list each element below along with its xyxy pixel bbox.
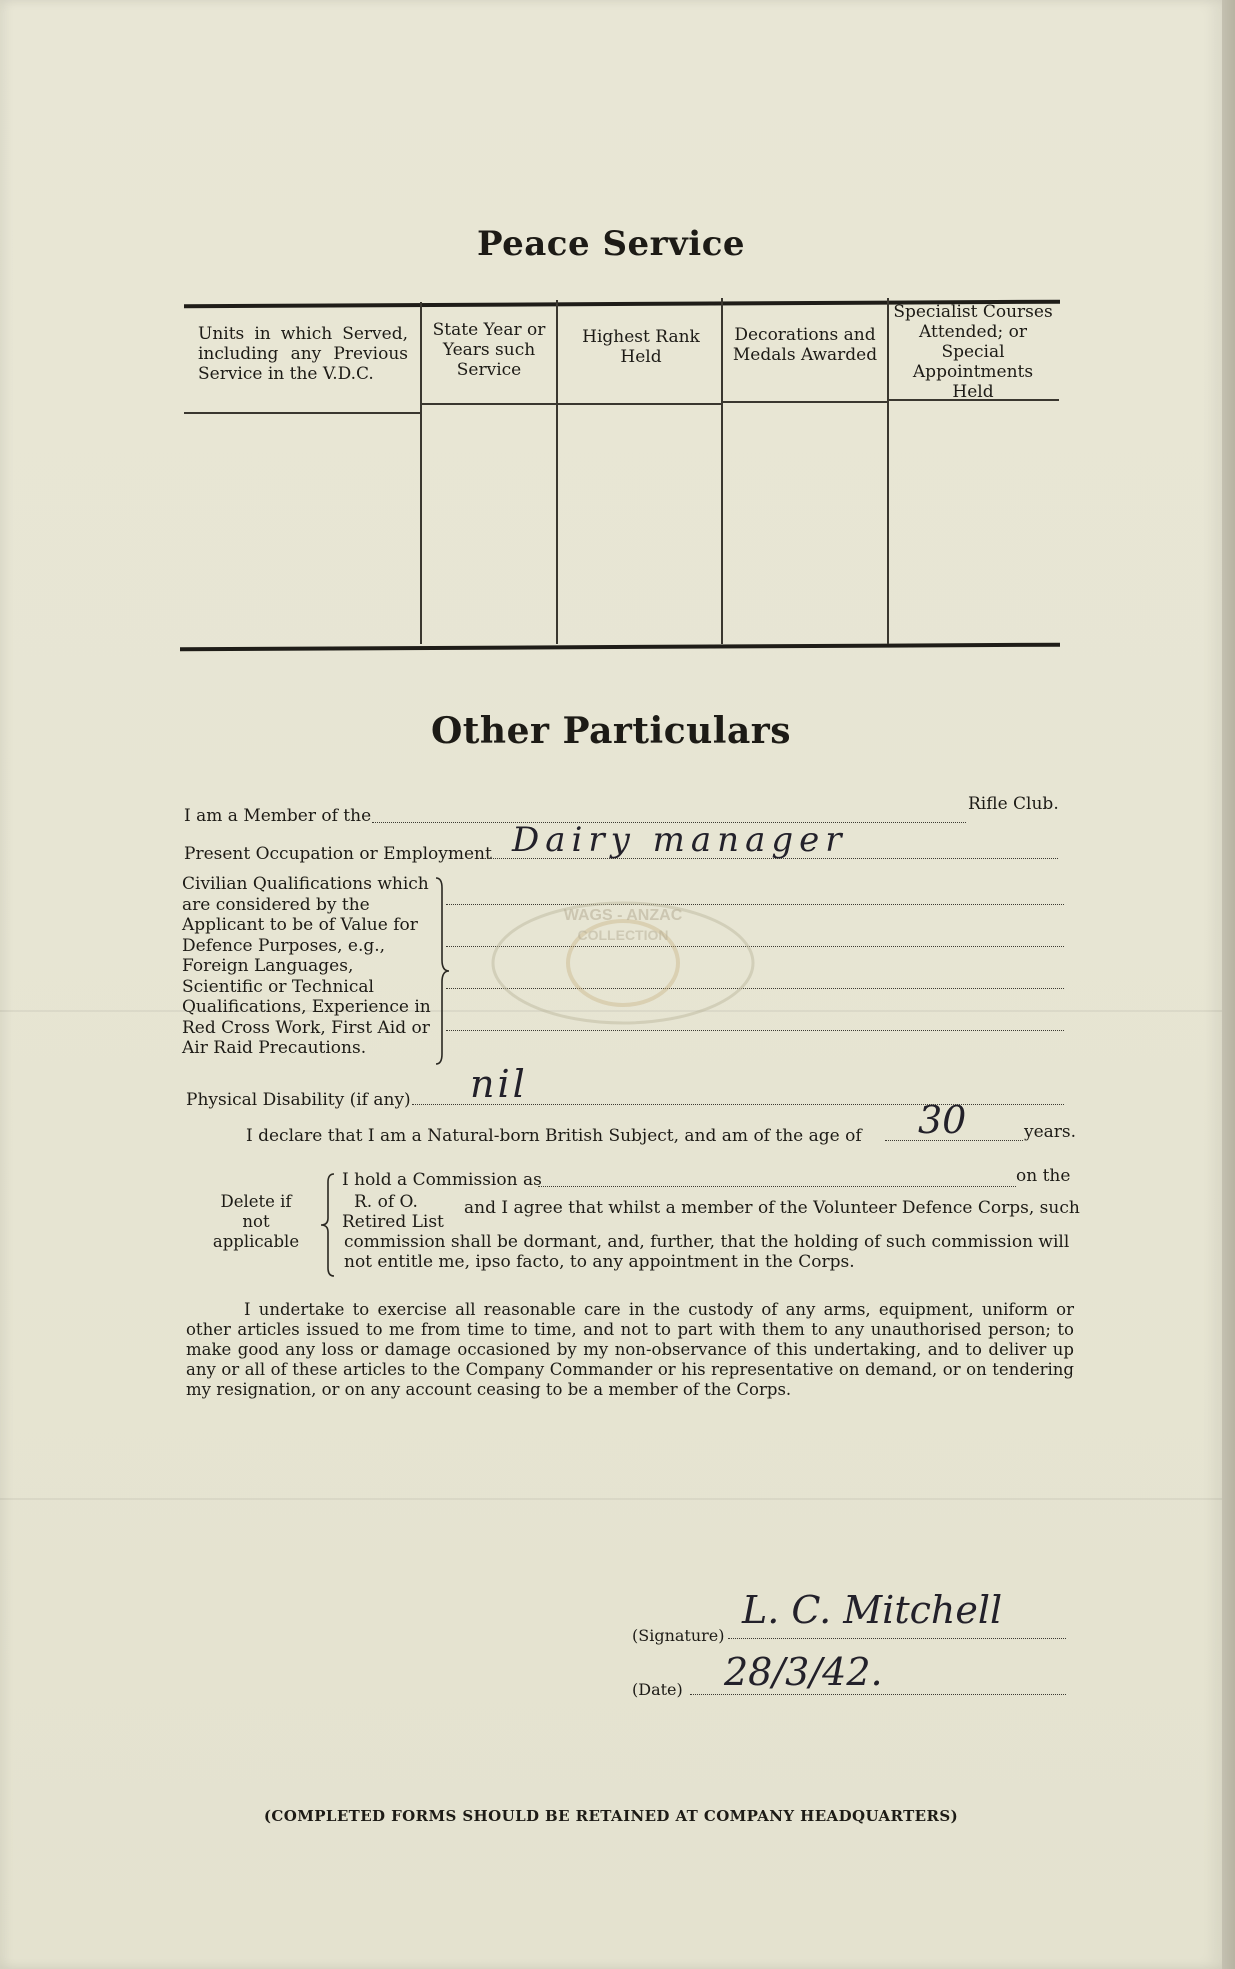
disability-handwritten: nil: [470, 1062, 528, 1106]
commission-retired-list: Retired List: [342, 1212, 444, 1232]
commission-field[interactable]: [538, 1186, 1016, 1187]
paper-fold: [0, 1498, 1222, 1500]
commission-line-3: commission shall be dormant, and, further, that the holding of such commission will: [344, 1232, 1070, 1252]
declaration-suffix: years.: [1024, 1122, 1077, 1142]
collection-watermark: [488, 898, 758, 1028]
column-header-decorations: Decorations and Medals Awarded: [732, 325, 878, 365]
column-divider: [721, 298, 723, 644]
occupation-handwritten: Dairy manager: [512, 820, 848, 860]
column-header-specialist: Specialist Courses Attended; or Special Appointments Held: [893, 302, 1053, 402]
signature-label: (Signature): [632, 1626, 725, 1645]
peace-service-title: Peace Service: [476, 224, 746, 264]
footer-note: (COMPLETED FORMS SHOULD BE RETAINED AT COMPANY HEADQUARTERS): [263, 1807, 959, 1825]
commission-rofo: R. of O.: [354, 1192, 418, 1212]
table-bottom-rule: [180, 643, 1060, 652]
commission-line-1-end: on the: [1016, 1166, 1071, 1186]
disability-label: Physical Disability (if any): [186, 1090, 411, 1110]
svg-text:COLLECTION: COLLECTION: [577, 927, 669, 943]
rifle-club-suffix: Rifle Club.: [968, 794, 1059, 814]
header-underline: [184, 412, 420, 414]
other-particulars-title: Other Particulars: [430, 710, 792, 752]
date-field[interactable]: [690, 1694, 1066, 1695]
commission-line-1: I hold a Commission as: [342, 1170, 542, 1190]
signature-field[interactable]: [728, 1638, 1066, 1639]
signature-handwritten: L. C. Mitchell: [742, 1588, 1003, 1632]
curly-brace: [318, 1172, 338, 1278]
column-divider: [556, 300, 558, 644]
header-underline: [558, 403, 721, 405]
commission-line-4: not entitle me, ipso facto, to any appointment in the Corps.: [344, 1252, 855, 1272]
svg-text:WAGS - ANZAC: WAGS - ANZAC: [563, 907, 683, 924]
column-header-units: Units in which Served, including any Previous Service in the V.D.C.: [198, 324, 408, 384]
qualification-line[interactable]: [446, 1030, 1064, 1031]
occupation-label: Present Occupation or Employment: [184, 844, 492, 864]
header-underline: [723, 401, 887, 403]
date-label: (Date): [632, 1680, 683, 1699]
column-header-rank: Highest Rank Held: [582, 327, 700, 367]
declaration-label: I declare that I am a Natural-born British Subject, and am of the age of: [246, 1126, 862, 1146]
column-divider: [420, 302, 422, 644]
rifle-club-label: I am a Member of the: [184, 806, 372, 826]
column-divider: [887, 298, 889, 644]
delete-if-not-applicable: Delete if not applicable: [212, 1192, 300, 1251]
undertaking-paragraph: I undertake to exercise all reasonable care in the custody of any arms, equipment, uniform or other articles issued to me from time to time, and not to part with them to any unauthorised person; to make good any loss or damage occasioned by my non-observance of this undertaking, and to deliver up any or all of these articles to the Company Commander or his representative on demand, or on tendering my resignation, or on any account ceasing to be a member of the Corps.: [186, 1300, 1074, 1399]
age-handwritten: 30: [918, 1098, 967, 1142]
date-handwritten: 28/3/42.: [724, 1650, 883, 1694]
civilian-qualifications-label: Civilian Qualifications which are considered by the Applicant to be of Value for Defence Purposes, e.g., Foreign Languages, Scientific or Technical Qualifications, Experience in Red Cross Work, First Aid or Air Raid Precautions.: [182, 874, 431, 1058]
column-header-years: State Year or Years such Service: [432, 320, 546, 380]
header-underline: [422, 403, 556, 405]
commission-line-2: and I agree that whilst a member of the Volunteer Defence Corps, such: [464, 1198, 1080, 1218]
